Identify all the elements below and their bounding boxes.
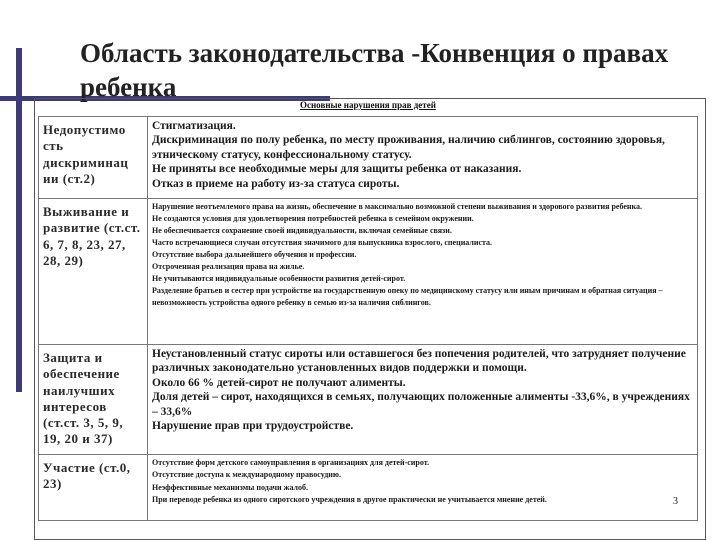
list-item: При переводе ребенка из одного сиротского учреждения в другое практически не учитывается мнение детей. [152, 495, 547, 505]
list-item: Дискриминация по полу ребенка, по месту проживания, наличию сиблингов, состоянию здоровья, этническому статусу, конфессиональному статусу. [152, 134, 665, 161]
table-row [39, 199, 698, 345]
list-item: Отсутствие выбора дальнейшего обучения и профессии. [152, 250, 357, 259]
violations-table [38, 116, 698, 521]
table-row [39, 455, 698, 521]
list-item: Не учитываются индивидуальные особенности развития детей-сирот. [152, 274, 406, 283]
row-label: Участие (ст.0, 23) [39, 455, 148, 521]
list-item: Разделение братьев и сестер при устройстве на государственную опеку по медицинскому статусу или иным причинам и обратная ситуация – невозможность устройства одного ребенку в семью из-за наличия сиблингов. [152, 286, 663, 307]
list-item: Не приняты все необходимые меры для защиты ребенка от наказания. [152, 163, 522, 176]
list-item: Доля детей – сирот, находящихся в семьях, получающих положенные алименты -33,6%, в учреждениях – 33,6% [152, 391, 690, 418]
list-item: Не создаются условия для удовлетворения потребностей ребенка в семейном окружении. [152, 214, 474, 223]
row-content [148, 199, 698, 345]
table-row [39, 345, 698, 455]
slide-title: Область законодательства -Конвенция о правах ребенка [80, 38, 669, 102]
list-item: Отсутствие форм детского самоуправления в организациях для детей-сирот. [152, 458, 430, 467]
page-number: 3 [673, 496, 678, 507]
table-row [39, 117, 698, 199]
row-label: Защита и обеспечение наилучших интересов (ст.ст. 3, 5, 9, 19, 20 и 37) [39, 345, 148, 455]
row-content [148, 117, 698, 199]
list-item: Нарушение неотъемлемого права на жизнь, обеспечение в максимально возможной степени выживания и здорового развития ребенка. [152, 202, 642, 211]
row-label: Выживание и развитие (ст.ст. 6, 7, 8, 23, 27, 28, 29) [39, 199, 148, 345]
list-item: Неэффективные механизмы подачи жалоб. [152, 482, 309, 492]
row-label: Недопустимо сть дискриминац ии (ст.2) [39, 117, 148, 199]
list-item: Часто встречающиеся случаи отсутствия значимого для выпускника взрослого, специалиста. [152, 238, 493, 247]
list-item: Отсроченная реализация права на жилье. [152, 262, 305, 271]
table-subtitle: Основные нарушения прав детей [300, 100, 436, 110]
list-item: Неустановленный статус сироты или оставшегося без попечения родителей, что затрудняет получение различных законодательно установленных видов поддержки и помощи. [152, 348, 686, 375]
list-item: Стигматизация. [152, 120, 236, 132]
row-content [148, 345, 698, 455]
list-item: Отказ в приеме на работу из-за статуса сироты. [152, 177, 400, 190]
list-item: Нарушение прав при трудоустройстве. [152, 419, 354, 432]
list-item: Не обеспечивается сохранение своей индивидуальности, включая семейные связи. [152, 226, 452, 235]
row-content [148, 455, 698, 521]
list-item: Около 66 % детей-сирот не получают алименты. [152, 376, 406, 389]
list-item: Отсутствие доступа к международному правосудию. [152, 470, 341, 480]
